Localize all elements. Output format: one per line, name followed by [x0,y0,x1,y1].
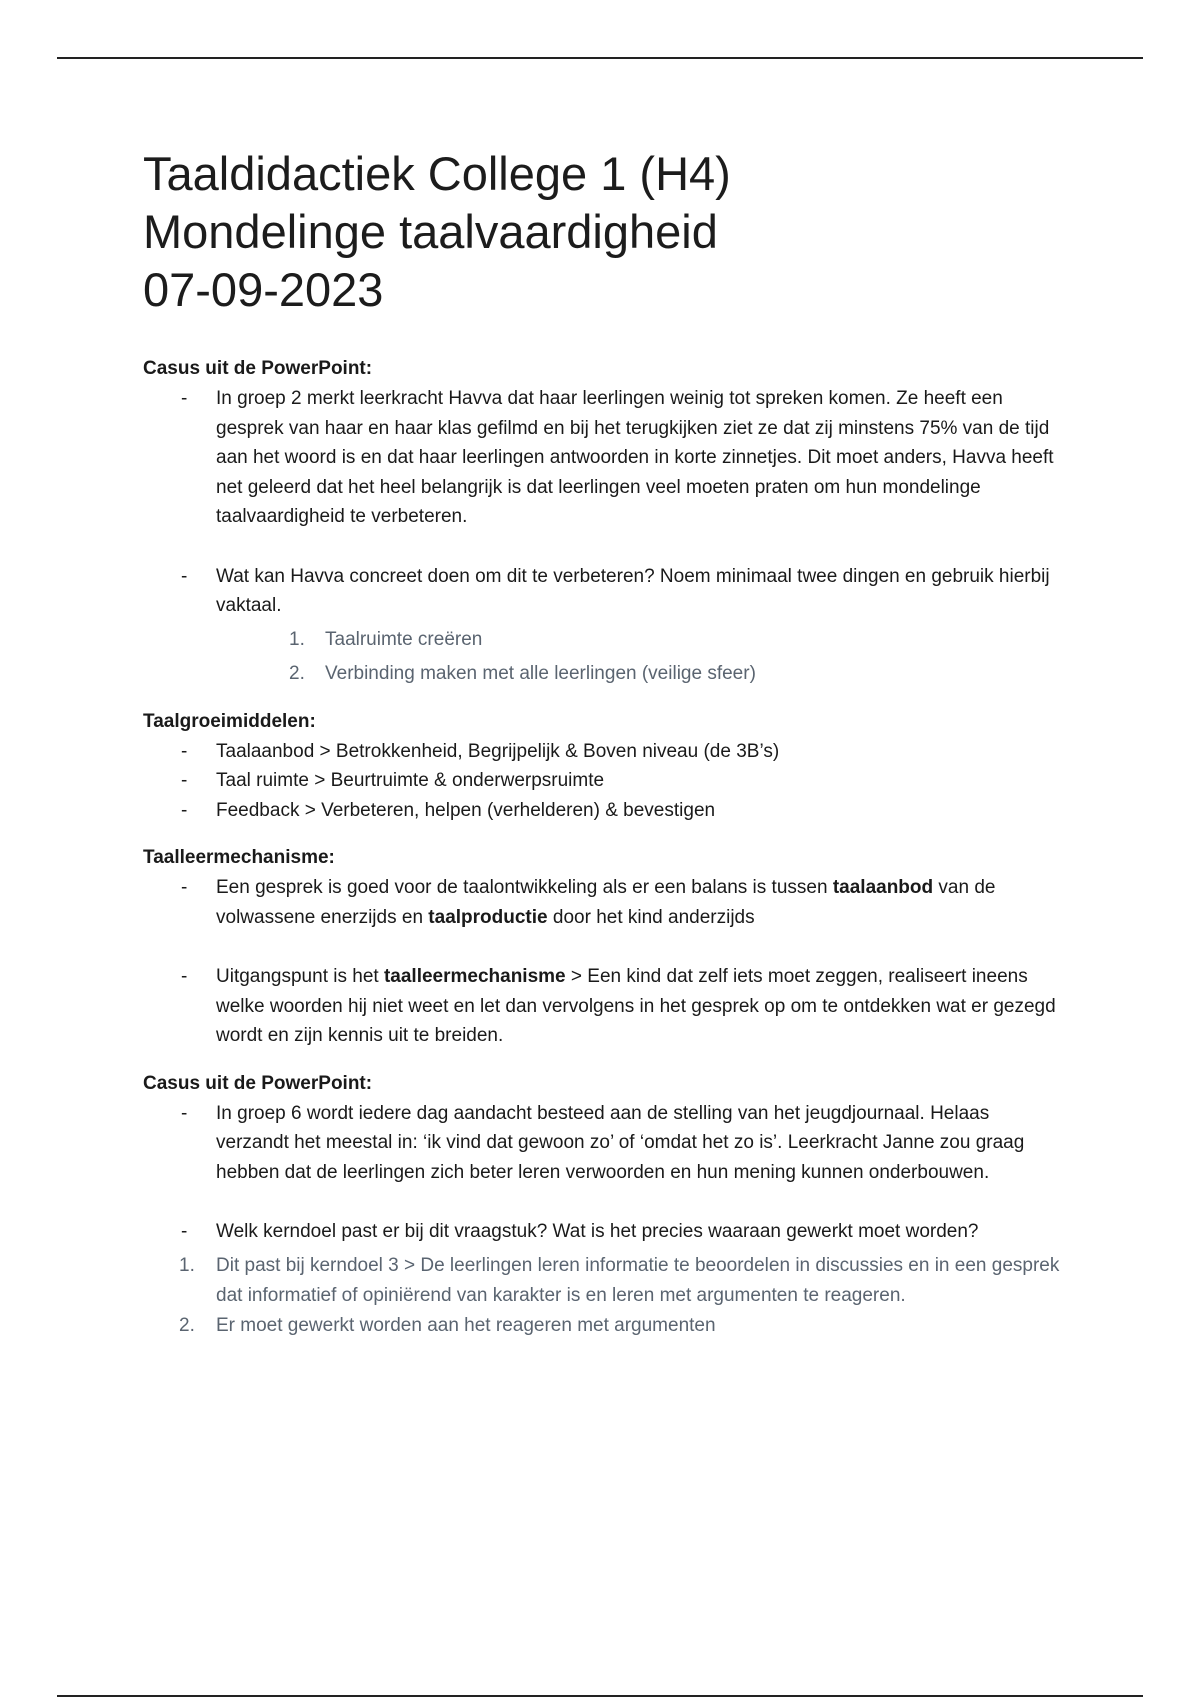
answer-number: 1. [179,1254,195,1276]
bold-term: taalaanbod [832,877,934,898]
title-line-1: Taaldidactiek College 1 (H4) [143,147,731,200]
bullet-item: - Taalaanbod > Betrokkenheid, Begrijpelijk & Boven niveau (de 3B’s) [143,737,1063,767]
answer-text: Dit past bij kerndoel 3 > De leerlingen leren informatie te beoordelen in discussies en in een gesprek dat informatief of opiniërend van karakter is en leren met argumenten te reageren. [216,1254,1060,1306]
bullet-item [143,562,1063,689]
bullet-list [143,1099,1063,1247]
bold-term: taalleermechanisme [383,966,566,987]
bold-term: taalproductie [428,906,548,928]
bullet-list [143,873,1063,1051]
document-body [143,145,1063,1359]
answer-item [143,1251,1063,1311]
text-run: van de volwassene enerzijds en [216,877,996,928]
text-run: Uitgangspunt is het [216,966,384,987]
answer-item [216,625,1063,655]
answer-list [143,1251,1063,1341]
section-heading: Taalgroeimiddelen: [143,710,316,732]
bullet-list [143,384,1063,689]
section-taalleermechanisme [143,843,1063,1051]
bullet-item: - Feedback > Verbeteren, helpen (verhelderen) & bevestigen [143,796,1063,826]
answer-list [216,625,1063,689]
bottom-rule [57,1695,1143,1697]
section-heading: Casus uit de PowerPoint: [143,1072,373,1094]
section-casus-2 [143,1069,1063,1341]
bullet-item: - Welk kerndoel past er bij dit vraagstuk? Wat is het precies waaraan gewerkt moet worden? [143,1217,1063,1247]
bullet-item [143,962,1063,1051]
section-taalgroeimiddelen [143,707,1063,826]
bullet-item: - In groep 6 wordt iedere dag aandacht besteed aan de stelling van het jeugdjournaal. Helaas verzandt het meestal in: ‘ik vind dat gewoon zo’ of ‘omdat het zo is’. Leerkracht Janne zou graag hebben dat de leerlingen zich beter leren verwoorden en hun mening kunnen onderbouwen. [143,1099,1063,1188]
bullet-item [143,873,1063,932]
answer-item [143,1311,1063,1341]
answer-number: 1. [289,628,305,650]
section-heading: Casus uit de PowerPoint: [143,358,373,379]
answer-number: 2. [289,662,305,684]
section-heading: Taalleermechanisme: [143,847,335,868]
answer-text: Er moet gewerkt worden aan het reageren met argumenten [216,1314,716,1336]
title-date: 07-09-2023 [143,263,384,316]
bullet-item: - In groep 2 merkt leerkracht Havva dat haar leerlingen weinig tot spreken komen. Ze heeft een gesprek van haar en haar klas gefilmd en bij het terugkijken ziet ze dat zij minstens 75% van de tijd aan het woord is en dat haar leerlingen antwoorden in korte zinnetjes. Dit moet anders, Havva heeft net geleerd dat het heel belangrijk is dat leerlingen veel moeten praten om hun mondelinge taalvaardigheid te verbeteren. [143,384,1063,532]
bullet-text: Wat kan Havva concreet doen om dit te verbeteren? Noem minimaal twee dingen en gebruik hierbij vaktaal. [216,565,1050,616]
answer-item [216,659,1063,689]
title-line-2: Mondelinge taalvaardigheid [143,205,718,258]
answer-text: Taalruimte creëren [325,628,483,650]
bullet-item: - Taal ruimte > Beurtruimte & onderwerpsruimte [143,766,1063,796]
section-casus-1 [143,354,1063,689]
text-run: > Een kind dat zelf iets moet zeggen, realiseert ineens welke woorden hij niet weet en let dan vervolgens in het gesprek op om te ontdekken wat er gezegd wordt en zijn kennis uit te breiden. [216,966,1056,1046]
document-title [143,145,1063,319]
text-run: door het kind anderzijds [547,906,755,928]
answer-text: Verbinding maken met alle leerlingen (veilige sfeer) [325,662,756,684]
top-rule [57,57,1143,59]
answer-number: 2. [179,1314,195,1336]
text-run: Een gesprek is goed voor de taalontwikkeling als er een balans is tussen [216,877,833,898]
bullet-list [143,737,1063,826]
